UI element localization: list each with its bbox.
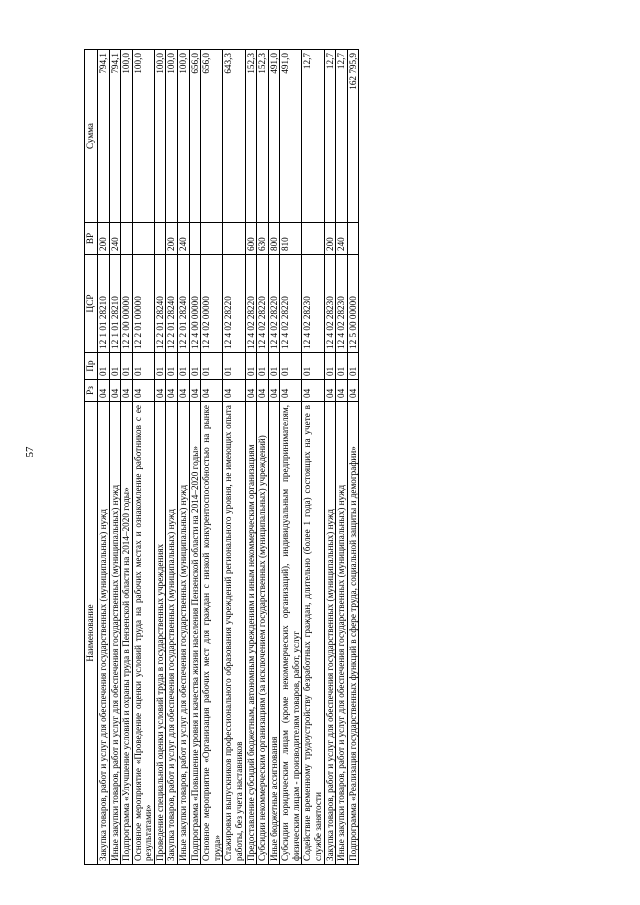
table-row bbox=[109, 50, 121, 865]
cell-csr: 12 4 02 28230 bbox=[302, 255, 324, 353]
cell-sum: 491,0 bbox=[268, 50, 280, 223]
cell-pr: 01 bbox=[166, 353, 178, 380]
table-row bbox=[245, 50, 257, 865]
budget-table bbox=[84, 49, 359, 865]
cell-sum: 656,0 bbox=[201, 50, 223, 223]
cell-pr: 01 bbox=[347, 353, 359, 380]
cell-sum: 12,7 bbox=[324, 50, 336, 223]
cell-vr bbox=[223, 223, 245, 255]
table-row bbox=[280, 50, 302, 865]
cell-rz: 04 bbox=[302, 380, 324, 402]
cell-pr: 01 bbox=[280, 353, 302, 380]
cell-pr: 01 bbox=[302, 353, 324, 380]
cell-name: Субсидии юридическим лицам (кроме некоммерческих организаций), индивидуальным предпринимателям, физическим лицам - производителям товаров, работ, услуг bbox=[280, 402, 302, 865]
cell-csr: 12 2 01 28240 bbox=[166, 255, 178, 353]
cell-name: Иные закупки товаров, работ и услуг для обеспечения государственных (муниципальных) нужд bbox=[336, 402, 348, 865]
header-pr: Пр bbox=[85, 353, 98, 380]
cell-sum: 152,3 bbox=[245, 50, 257, 223]
cell-sum: 643,3 bbox=[223, 50, 245, 223]
cell-csr: 12 4 02 00000 bbox=[201, 255, 223, 353]
cell-pr: 01 bbox=[223, 353, 245, 380]
table-row bbox=[154, 50, 166, 865]
cell-rz: 04 bbox=[178, 380, 190, 402]
cell-rz: 04 bbox=[280, 380, 302, 402]
cell-pr: 01 bbox=[189, 353, 201, 380]
cell-vr bbox=[121, 223, 133, 255]
header-csr: ЦСР bbox=[85, 255, 98, 353]
cell-csr: 12 4 02 28220 bbox=[268, 255, 280, 353]
cell-name: Предоставление субсидий бюджетным, автономным учреждениям и иным некоммерческим организациям bbox=[245, 402, 257, 865]
cell-csr: 12 4 02 28220 bbox=[280, 255, 302, 353]
cell-pr: 01 bbox=[98, 353, 110, 380]
cell-name: Закупка товаров, работ и услуг для обеспечения государственных (муниципальных) нужд bbox=[324, 402, 336, 865]
cell-vr bbox=[347, 223, 359, 255]
table-row bbox=[257, 50, 269, 865]
header-sum: Сумма bbox=[85, 50, 98, 223]
cell-name: Основное мероприятие «Организация рабочих мест для граждан с низкой конкурентоспособностью на рынке труда» bbox=[201, 402, 223, 865]
cell-sum: 12,7 bbox=[336, 50, 348, 223]
table-row bbox=[201, 50, 223, 865]
cell-sum: 100,0 bbox=[132, 50, 154, 223]
cell-pr: 01 bbox=[154, 353, 166, 380]
cell-pr: 01 bbox=[201, 353, 223, 380]
cell-name: Содействие временному трудоустройству безработных граждан, длительно (более 1 года) состоящих на учете в службе занятости bbox=[302, 402, 324, 865]
cell-name: Субсидии некоммерческим организациям (за исключением государственных (муниципальных) учреждений) bbox=[257, 402, 269, 865]
table-row bbox=[98, 50, 110, 865]
table-row bbox=[223, 50, 245, 865]
cell-pr: 01 bbox=[268, 353, 280, 380]
table-body bbox=[98, 50, 359, 865]
table-header-row bbox=[85, 50, 98, 865]
cell-sum: 162 795,9 bbox=[347, 50, 359, 223]
header-vr: ВР bbox=[85, 223, 98, 255]
cell-vr: 240 bbox=[178, 223, 190, 255]
page-number: 57 bbox=[24, 446, 36, 458]
cell-name: Иные закупки товаров, работ и услуг для обеспечения государственных (муниципальных) нужд bbox=[109, 402, 121, 865]
cell-csr: 12 4 02 28230 bbox=[324, 255, 336, 353]
cell-csr: 12 4 00 00000 bbox=[189, 255, 201, 353]
table-row bbox=[178, 50, 190, 865]
cell-csr: 12 1 01 28210 bbox=[98, 255, 110, 353]
cell-name: Закупка товаров, работ и услуг для обеспечения государственных (муниципальных) нужд bbox=[98, 402, 110, 865]
cell-vr: 200 bbox=[166, 223, 178, 255]
header-name: Наименование bbox=[85, 402, 98, 865]
cell-name: Подпрограмма «Реализация государственных функций в сфере труда, социальной защиты и демографии» bbox=[347, 402, 359, 865]
cell-sum: 100,0 bbox=[121, 50, 133, 223]
cell-csr: 12 4 02 28220 bbox=[257, 255, 269, 353]
cell-csr: 12 4 02 28230 bbox=[336, 255, 348, 353]
cell-vr bbox=[189, 223, 201, 255]
table-row bbox=[302, 50, 324, 865]
cell-pr: 01 bbox=[324, 353, 336, 380]
cell-sum: 794,1 bbox=[109, 50, 121, 223]
cell-rz: 04 bbox=[324, 380, 336, 402]
cell-vr bbox=[154, 223, 166, 255]
cell-rz: 04 bbox=[347, 380, 359, 402]
cell-sum: 12,7 bbox=[302, 50, 324, 223]
cell-vr: 630 bbox=[257, 223, 269, 255]
cell-rz: 04 bbox=[223, 380, 245, 402]
cell-csr: 12 2 01 28240 bbox=[154, 255, 166, 353]
cell-rz: 04 bbox=[121, 380, 133, 402]
table-row bbox=[324, 50, 336, 865]
cell-name: Основное мероприятие «Проведение оценки условий труда на рабочих местах и ознакомление работников с ее результатами» bbox=[132, 402, 154, 865]
cell-rz: 04 bbox=[132, 380, 154, 402]
cell-sum: 100,0 bbox=[166, 50, 178, 223]
table-row bbox=[336, 50, 348, 865]
cell-rz: 04 bbox=[201, 380, 223, 402]
table-row bbox=[268, 50, 280, 865]
cell-vr: 240 bbox=[336, 223, 348, 255]
cell-sum: 100,0 bbox=[154, 50, 166, 223]
cell-name: Иные закупки товаров, работ и услуг для обеспечения государственных (муниципальных) нужд bbox=[178, 402, 190, 865]
cell-csr: 12 1 01 28210 bbox=[109, 255, 121, 353]
cell-rz: 04 bbox=[109, 380, 121, 402]
cell-pr: 01 bbox=[109, 353, 121, 380]
table-row bbox=[132, 50, 154, 865]
cell-name: Проведение специальной оценки условий труда в государственных учреждениях bbox=[154, 402, 166, 865]
cell-pr: 01 bbox=[257, 353, 269, 380]
cell-sum: 491,0 bbox=[280, 50, 302, 223]
cell-pr: 01 bbox=[132, 353, 154, 380]
cell-csr: 12 4 02 28220 bbox=[245, 255, 257, 353]
cell-csr: 12 2 01 00000 bbox=[132, 255, 154, 353]
cell-csr: 12 4 02 28220 bbox=[223, 255, 245, 353]
cell-pr: 01 bbox=[178, 353, 190, 380]
cell-rz: 04 bbox=[166, 380, 178, 402]
cell-sum: 152,3 bbox=[257, 50, 269, 223]
cell-csr: 12 2 01 28240 bbox=[178, 255, 190, 353]
cell-vr: 240 bbox=[109, 223, 121, 255]
cell-rz: 04 bbox=[257, 380, 269, 402]
cell-name: Иные бюджетные ассигнования bbox=[268, 402, 280, 865]
table-row bbox=[347, 50, 359, 865]
cell-name: Подпрограмма «Повышение уровня и качества жизни населения Пензенской области на 2014–2020 годы» bbox=[189, 402, 201, 865]
cell-csr: 12 5 00 00000 bbox=[347, 255, 359, 353]
header-rz: Рз bbox=[85, 380, 98, 402]
cell-rz: 04 bbox=[154, 380, 166, 402]
cell-sum: 100,0 bbox=[178, 50, 190, 223]
cell-name: Подпрограмма «Улучшение условий и охраны труда в Пензенской области на 2014–2020 годы» bbox=[121, 402, 133, 865]
table-row bbox=[189, 50, 201, 865]
cell-rz: 04 bbox=[268, 380, 280, 402]
cell-rz: 04 bbox=[245, 380, 257, 402]
table-row bbox=[121, 50, 133, 865]
cell-vr: 600 bbox=[245, 223, 257, 255]
cell-csr: 12 2 00 00000 bbox=[121, 255, 133, 353]
cell-sum: 794,1 bbox=[98, 50, 110, 223]
cell-pr: 01 bbox=[336, 353, 348, 380]
table-row bbox=[166, 50, 178, 865]
cell-vr: 200 bbox=[98, 223, 110, 255]
cell-vr bbox=[302, 223, 324, 255]
cell-rz: 04 bbox=[189, 380, 201, 402]
cell-sum: 656,0 bbox=[189, 50, 201, 223]
rotated-page-content bbox=[84, 50, 614, 865]
cell-vr: 200 bbox=[324, 223, 336, 255]
cell-pr: 01 bbox=[121, 353, 133, 380]
cell-pr: 01 bbox=[245, 353, 257, 380]
cell-name: Закупка товаров, работ и услуг для обеспечения государственных (муниципальных) нужд bbox=[166, 402, 178, 865]
cell-rz: 04 bbox=[98, 380, 110, 402]
cell-vr: 810 bbox=[280, 223, 302, 255]
cell-vr bbox=[132, 223, 154, 255]
cell-vr bbox=[201, 223, 223, 255]
cell-vr: 800 bbox=[268, 223, 280, 255]
cell-name: Стажировки выпускников профессионального образования учреждений регионального уровня, не имеющих опыта работы, без учета наставников bbox=[223, 402, 245, 865]
cell-rz: 04 bbox=[336, 380, 348, 402]
